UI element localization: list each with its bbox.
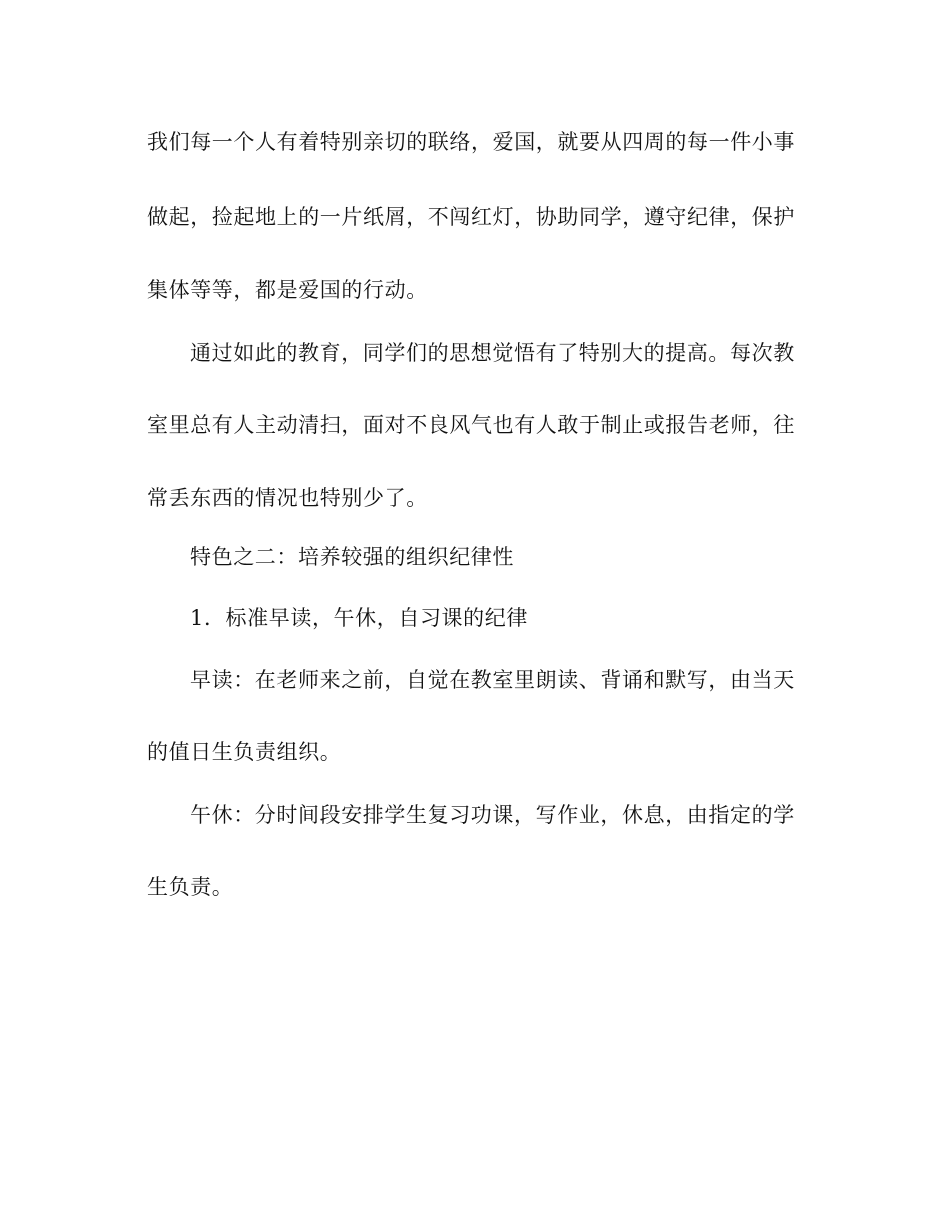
text-line-12: 生负责。 — [147, 875, 234, 899]
text-line-6: 常丢东西的情况也特别少了。 — [147, 486, 428, 510]
text-line-11: 午休：分时间段安排学生复习功课，写作业，休息，由指定的学 — [190, 803, 795, 827]
text-line-4: 通过如此的教育，同学们的思想觉悟有了特别大的提高。每次教 — [190, 341, 795, 365]
text-line-1: 我们每一个人有着特别亲切的联络，爱国，就要从四周的每一件小事 — [147, 130, 795, 154]
subsection-heading: 1．标准早读，午休，自习课的纪律 — [190, 606, 528, 630]
section-heading: 特色之二：培养较强的组织纪律性 — [190, 545, 514, 569]
text-line-3: 集体等等，都是爱国的行动。 — [147, 278, 428, 302]
text-line-2: 做起，捡起地上的一片纸屑，不闯红灯，协助同学，遵守纪律，保护 — [147, 205, 795, 229]
text-line-5: 室里总有人主动清扫，面对不良风气也有人敢于制止或报告老师，往 — [147, 413, 795, 437]
text-line-9: 早读：在老师来之前，自觉在教室里朗读、背诵和默写，由当天 — [190, 668, 795, 692]
text-line-10: 的值日生负责组织。 — [147, 740, 342, 764]
